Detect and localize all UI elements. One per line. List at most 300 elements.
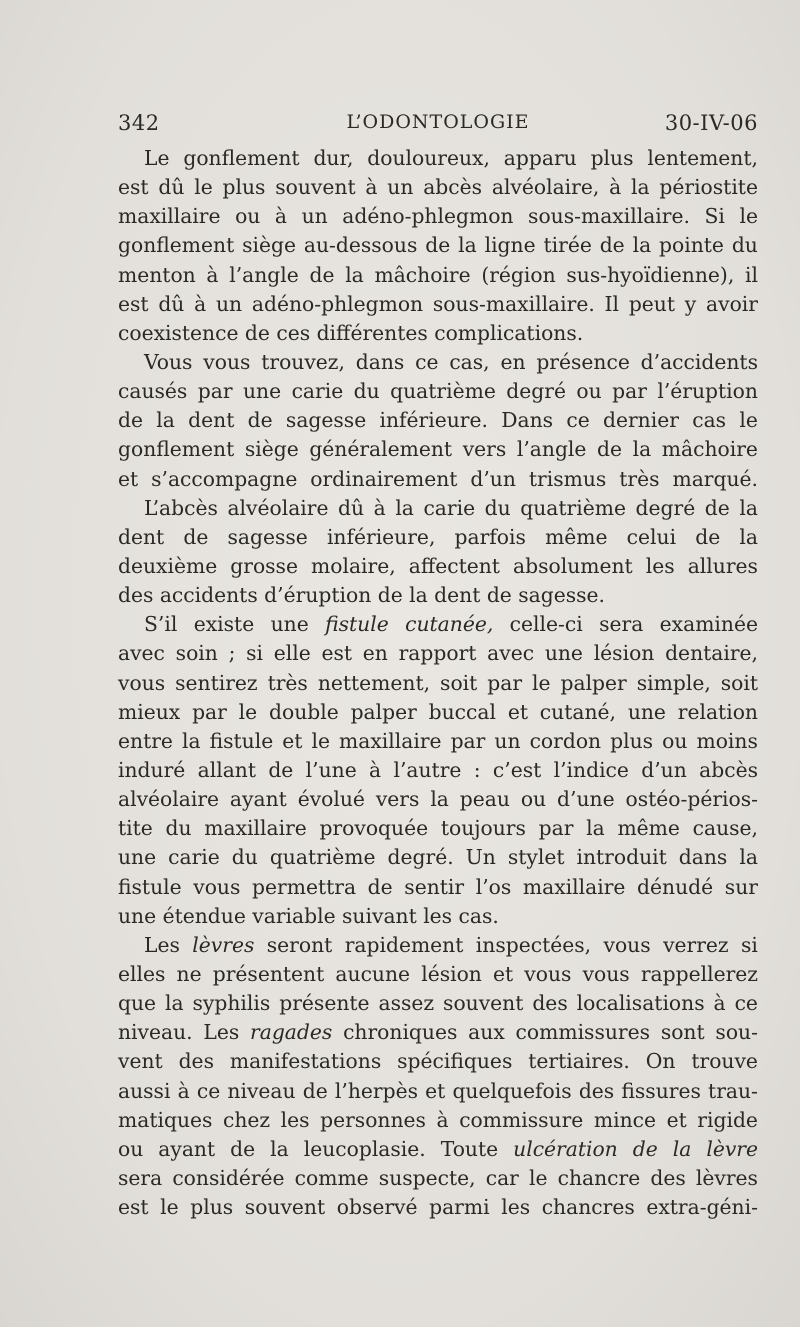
word: si	[246, 641, 264, 666]
word: degré	[635, 495, 696, 520]
word: pointe	[659, 233, 724, 258]
word: et	[493, 961, 514, 986]
word: manifestations	[229, 1049, 382, 1074]
word: induré	[118, 757, 186, 782]
word: peau	[459, 787, 510, 812]
word: alvéolaire	[118, 787, 220, 812]
text-line	[118, 377, 758, 406]
word: fissures	[621, 1078, 701, 1103]
word: apparu	[503, 146, 577, 170]
word: vous	[193, 874, 241, 899]
word: elle	[273, 641, 311, 666]
word: lèvres	[695, 1165, 758, 1190]
word: du	[731, 233, 758, 258]
word: siège	[244, 437, 299, 462]
word: une	[118, 845, 157, 870]
word: ce	[566, 408, 590, 433]
word: simple,	[636, 670, 711, 695]
text-line	[118, 1077, 758, 1106]
word: ayant	[229, 787, 287, 812]
word: du	[231, 845, 258, 870]
word: :	[473, 757, 481, 782]
word: allant	[197, 757, 256, 782]
word: gonflement	[118, 233, 235, 258]
word: la	[631, 175, 650, 200]
word: celle-ci	[509, 612, 583, 637]
word: aucune	[335, 961, 411, 986]
word: à	[274, 204, 287, 229]
text-line	[118, 348, 758, 377]
word: et	[118, 466, 139, 491]
italic-word: de	[632, 1136, 658, 1161]
word: maxillaire	[204, 816, 307, 841]
text-line	[118, 523, 758, 552]
word: ce	[415, 349, 439, 374]
word: des	[178, 1049, 214, 1074]
word: sous-maxillaire.	[528, 204, 690, 229]
word: une	[243, 379, 282, 404]
word: plus	[190, 1195, 234, 1220]
word: si	[741, 932, 758, 957]
text-line	[118, 231, 758, 260]
word: L’abcès	[144, 495, 218, 520]
word: de	[247, 408, 273, 433]
word: de	[704, 495, 730, 520]
text-line	[118, 144, 758, 173]
word: d’un	[470, 466, 516, 491]
word: les	[280, 1107, 310, 1132]
text-line	[118, 843, 758, 872]
word: au-dessous	[303, 233, 418, 258]
word: l’angle	[516, 437, 587, 462]
word: mâchoire	[374, 262, 471, 287]
word: cutané,	[539, 699, 616, 724]
word: gonflement	[183, 146, 300, 170]
word: adéno-phlegmon	[342, 204, 514, 229]
word: degré.	[387, 845, 454, 870]
word: Il	[604, 291, 620, 316]
text-line	[118, 1047, 758, 1076]
word: l’éruption	[657, 379, 758, 404]
word: chroniques	[343, 1020, 458, 1045]
word: vous	[118, 670, 166, 695]
text-line	[118, 1164, 758, 1193]
word: par	[612, 379, 647, 404]
word: de	[309, 262, 335, 287]
word: rappellerez	[640, 961, 758, 986]
word: ostéo-périos-	[625, 787, 758, 812]
word: la	[458, 233, 477, 258]
word: de	[425, 233, 451, 258]
word: permettra	[252, 874, 357, 899]
word: S’il	[144, 612, 178, 637]
word: (région	[481, 262, 556, 287]
word: de	[367, 874, 393, 899]
word: une	[627, 699, 666, 724]
word: maxillaire	[118, 204, 221, 229]
word: la	[739, 524, 758, 549]
word: sus-hyoïdienne),	[566, 262, 735, 287]
word: ne	[176, 961, 202, 986]
word: syphilis	[192, 991, 271, 1016]
word: lésion	[593, 641, 655, 666]
word: ou	[118, 1136, 144, 1161]
word: par	[450, 728, 486, 753]
word: de	[230, 1136, 256, 1161]
text-line	[118, 406, 758, 435]
word: aussi	[118, 1078, 171, 1103]
word: Le	[144, 146, 170, 170]
word: dent	[188, 408, 235, 433]
word: il	[744, 262, 758, 287]
text-line	[118, 552, 758, 581]
word: Un	[465, 845, 496, 870]
word: absolument	[513, 553, 633, 578]
word: généralement	[309, 437, 453, 462]
word: mince	[593, 1107, 657, 1132]
word: double	[269, 699, 339, 724]
word: adéno-phlegmon	[251, 291, 424, 316]
word: un	[216, 291, 243, 316]
word: suspecte,	[378, 1165, 476, 1190]
text: coexistence de ces différentes complications.	[118, 320, 584, 345]
word: par	[192, 699, 227, 724]
word: toujours	[440, 816, 526, 841]
word: l’indice	[553, 757, 629, 782]
word: en	[500, 349, 526, 374]
word: de	[599, 233, 625, 258]
word: molaire,	[311, 553, 396, 578]
issue-date: 30-IV-06	[664, 111, 758, 135]
word: d’un	[641, 757, 687, 782]
word: dans	[678, 845, 728, 870]
word: cause,	[692, 816, 758, 841]
word: vent	[118, 1049, 163, 1074]
word: même	[617, 816, 680, 841]
word: souvent	[443, 991, 524, 1016]
text-line	[118, 873, 758, 902]
word: gonflement	[118, 437, 235, 462]
word: tirée	[543, 233, 592, 258]
word: marqué.	[672, 466, 758, 491]
word: observé	[336, 1195, 418, 1220]
text-line	[118, 814, 758, 843]
word: de	[597, 437, 623, 462]
italic-word: fistule	[325, 612, 389, 637]
word: fistule	[118, 874, 182, 899]
word: ce	[196, 1078, 221, 1103]
word: présente	[279, 991, 370, 1016]
word: commissures	[515, 1020, 651, 1045]
word: trouve	[691, 1049, 758, 1074]
word: fistule	[209, 728, 274, 753]
word: une	[544, 641, 583, 666]
word: tite	[118, 816, 153, 841]
word: soit	[440, 670, 478, 695]
word: alvéolaire	[227, 495, 329, 520]
word: rapport	[398, 641, 477, 666]
word: ayant	[158, 1136, 216, 1161]
word: quelquefois	[452, 1078, 572, 1103]
word: aux	[468, 1020, 505, 1045]
word: nettement,	[317, 670, 431, 695]
word: Les	[144, 932, 180, 957]
text-line	[118, 727, 758, 756]
word: maxillaire	[339, 728, 442, 753]
word: le	[311, 728, 330, 753]
word: tertiaires.	[528, 1049, 630, 1074]
word: mieux	[118, 699, 181, 724]
word: des	[650, 1165, 686, 1190]
word: inférieure.	[379, 408, 488, 433]
word: sagesse	[285, 408, 367, 433]
word: douloureux,	[367, 146, 490, 170]
word: entre	[118, 728, 173, 753]
word: un	[301, 204, 328, 229]
word: rigide	[697, 1107, 758, 1132]
text-line	[118, 290, 758, 319]
word: les	[645, 553, 675, 578]
word: avec	[118, 641, 165, 666]
word: abcès	[423, 175, 483, 200]
word: carie	[291, 379, 344, 404]
text-line	[118, 639, 758, 668]
word: lésion	[421, 961, 482, 986]
word: elles	[118, 961, 166, 986]
word: souvent	[275, 175, 356, 200]
word: à	[369, 757, 382, 782]
word: évolué	[297, 787, 365, 812]
word: lentement,	[647, 146, 758, 170]
word: provoquée	[319, 816, 429, 841]
word: dû	[158, 291, 185, 316]
word: à	[206, 262, 219, 287]
word: introduit	[576, 845, 667, 870]
word: la	[739, 495, 758, 520]
word: à	[373, 495, 386, 520]
word: existe	[193, 612, 255, 637]
word: Les	[203, 1020, 240, 1045]
word: très	[267, 670, 308, 695]
word: est	[118, 291, 149, 316]
word: la	[632, 437, 652, 462]
word: des	[578, 1078, 615, 1103]
word: soin	[175, 641, 218, 666]
word: à	[194, 291, 207, 316]
word: niveau.	[118, 1020, 193, 1045]
word: maxillaire	[522, 874, 626, 899]
word: du	[353, 379, 380, 404]
word: sentirez	[175, 670, 258, 695]
word: Si	[704, 204, 725, 229]
word: ou	[662, 728, 688, 753]
word: ce	[734, 991, 758, 1016]
word: à	[436, 1107, 449, 1132]
word: parmi	[429, 1195, 490, 1220]
word: ordinairement	[310, 466, 458, 491]
word: l’angle	[229, 262, 299, 287]
word: inspectées,	[475, 932, 592, 957]
text-line	[118, 1018, 758, 1047]
word: dû	[158, 175, 185, 200]
text-line	[118, 1135, 758, 1164]
word: rapidement	[344, 932, 464, 957]
word: relation	[677, 699, 758, 724]
word: localisations	[576, 991, 705, 1016]
word: cas,	[449, 349, 490, 374]
word: et	[425, 1078, 446, 1103]
word: avec	[487, 641, 535, 666]
text-line	[118, 261, 758, 290]
text-line	[118, 610, 758, 639]
word: dentaire,	[665, 641, 758, 666]
word: ou	[576, 379, 602, 404]
text-line	[118, 173, 758, 202]
word: c’est	[492, 757, 542, 782]
word: les	[501, 1195, 531, 1220]
body-text	[118, 144, 758, 1222]
word: Toute	[440, 1136, 499, 1161]
word: à	[713, 991, 726, 1016]
word: le	[238, 699, 258, 724]
word: l’une	[305, 757, 357, 782]
text-line	[118, 202, 758, 231]
italic-word: ulcération	[513, 1136, 618, 1161]
word: est	[118, 175, 149, 200]
word: alvéolaire,	[491, 175, 600, 200]
word: l’os	[475, 874, 512, 899]
word: car	[485, 1165, 519, 1190]
word: même	[545, 524, 608, 549]
word: On	[645, 1049, 676, 1074]
word: périostite	[659, 175, 758, 200]
text-line	[118, 465, 758, 494]
word: Dans	[501, 408, 554, 433]
word: la	[181, 728, 201, 753]
word: matiques	[118, 1107, 213, 1132]
word: parfois	[454, 524, 526, 549]
word: ligne	[484, 233, 536, 258]
word: en	[362, 641, 388, 666]
word: un	[387, 175, 414, 200]
word: s’accompagne	[151, 466, 298, 491]
text-line	[118, 989, 758, 1018]
word: ;	[228, 641, 236, 666]
word: verrez	[663, 932, 729, 957]
word: des	[532, 991, 568, 1016]
text-line	[118, 1106, 758, 1135]
text-line	[118, 756, 758, 785]
word: vous	[582, 961, 630, 986]
word: le	[529, 1165, 548, 1190]
word: très	[619, 466, 660, 491]
word: moins	[696, 728, 758, 753]
text-line	[118, 1193, 758, 1222]
word: mâchoire	[661, 437, 758, 462]
word: l’autre	[393, 757, 462, 782]
word: vous	[203, 349, 251, 374]
word: commissure	[459, 1107, 584, 1132]
word: par	[538, 816, 574, 841]
word: la	[739, 845, 758, 870]
word: soit	[720, 670, 758, 695]
journal-title: L’ODONTOLOGIE	[346, 111, 530, 133]
word: d’une	[557, 787, 615, 812]
italic-word: cutanée,	[405, 612, 494, 637]
word: affectent	[408, 553, 500, 578]
word: le	[739, 204, 758, 229]
word: sur	[724, 874, 758, 899]
word: celui	[626, 524, 677, 549]
word: la	[156, 408, 175, 433]
word: de	[695, 524, 721, 549]
word: et	[666, 1107, 687, 1132]
word: dernier	[603, 408, 679, 433]
word: de	[302, 1078, 328, 1103]
word: vers	[375, 787, 420, 812]
word: sagesse	[227, 524, 308, 549]
word: deuxième	[118, 553, 218, 578]
word: allures	[687, 553, 758, 578]
word: souvent	[244, 1195, 326, 1220]
word: du	[484, 495, 511, 520]
word: d’accidents	[640, 349, 758, 374]
word: quatrième	[269, 845, 376, 870]
word: cas	[692, 408, 727, 433]
word: sous-maxillaire.	[432, 291, 595, 316]
word: trismus	[528, 466, 607, 491]
word: la	[395, 495, 414, 520]
word: à	[177, 1078, 190, 1103]
word: le	[532, 670, 551, 695]
word: siège	[242, 233, 296, 258]
word: dans	[355, 349, 405, 374]
word: vous	[524, 961, 572, 986]
word: peut	[628, 291, 676, 316]
word: palper	[560, 670, 627, 695]
word: la	[430, 787, 449, 812]
word: par	[487, 670, 523, 695]
word: considérée	[172, 1165, 285, 1190]
word: le	[160, 1195, 179, 1220]
word: niveau	[227, 1078, 296, 1103]
italic-word: ragades	[250, 1020, 333, 1045]
text-line	[118, 435, 758, 464]
text-line	[118, 960, 758, 989]
word: la	[165, 991, 184, 1016]
word: du	[165, 816, 192, 841]
word: de	[183, 524, 209, 549]
word: plus	[222, 175, 266, 200]
word: à	[365, 175, 378, 200]
word: vers	[462, 437, 507, 462]
running-header	[118, 111, 758, 141]
word: le	[194, 175, 213, 200]
word: trau-	[708, 1078, 758, 1103]
word: la	[270, 1136, 289, 1161]
word: chancre	[557, 1165, 641, 1190]
word: Vous	[144, 349, 193, 374]
word: est	[118, 1195, 149, 1220]
word: personnes	[320, 1107, 426, 1132]
word: de	[268, 757, 294, 782]
word: et	[282, 728, 303, 753]
word: sou-	[715, 1020, 758, 1045]
word: ou	[520, 787, 547, 812]
text-line	[118, 319, 758, 348]
word: dû	[338, 495, 365, 520]
word: inférieure,	[326, 524, 436, 549]
